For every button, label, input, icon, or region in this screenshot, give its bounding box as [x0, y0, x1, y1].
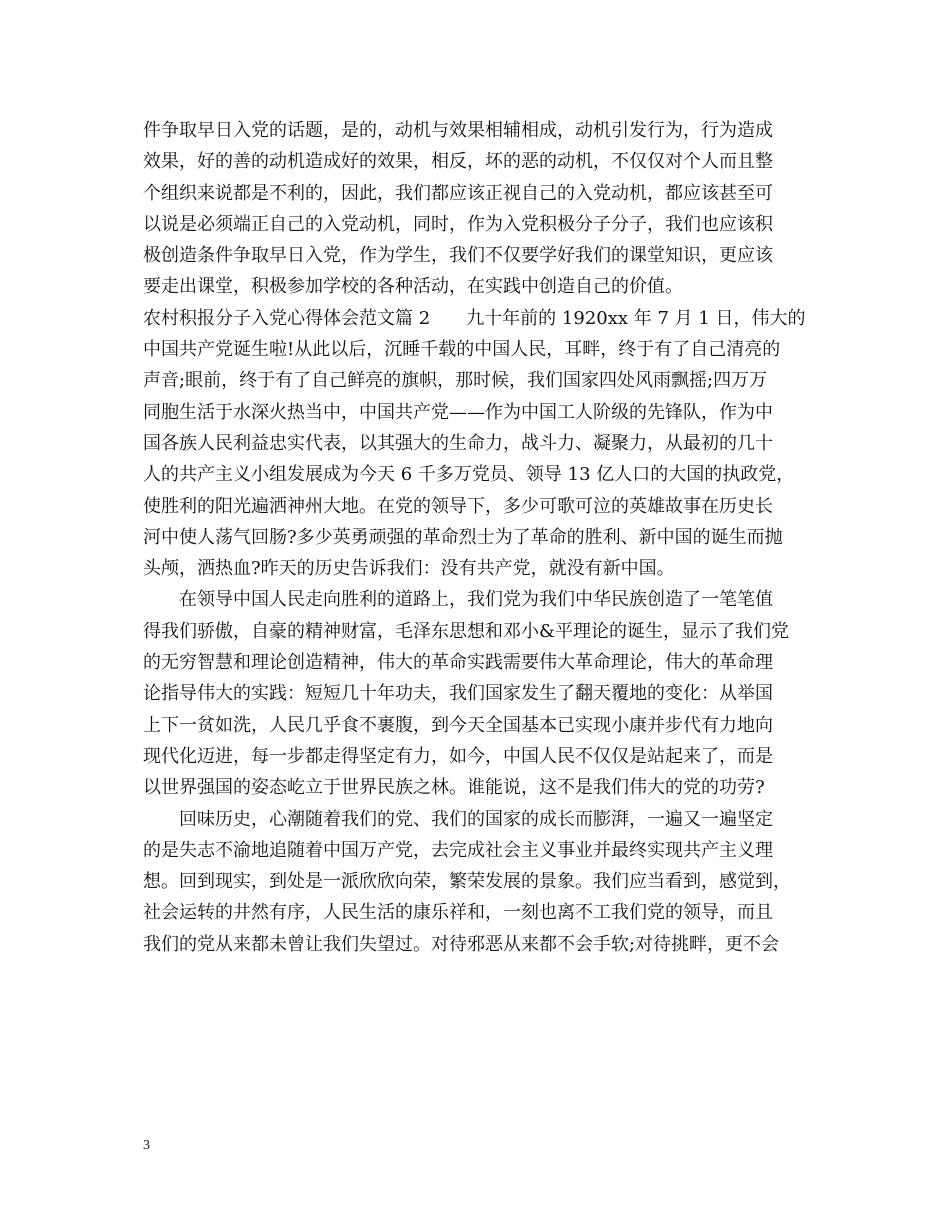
text-line: 以说是必须端正自己的入党动机，同时，作为入党积极分子分子，我们也应该积 — [143, 213, 773, 235]
heading-continuation: 九十年前的 1920xx 年 7 月 1 日，伟大的 — [466, 307, 806, 329]
text-line: 想。回到现实，到处是一派欣欣向荣，繁荣发展的景象。我们应当看到，感觉到， — [143, 871, 791, 893]
text-line: 人的共产主义小组发展成为今天 6 千多万党员、领导 13 亿人口的大国的执政党， — [143, 464, 795, 486]
text-line: 声音;眼前，终于有了自己鲜亮的旗帜，那时候，我们国家四处风雨飘摇;四万万 — [143, 370, 768, 392]
text-line: 极创造条件争取早日入党，作为学生，我们不仅要学好我们的课堂知识，更应该 — [143, 245, 773, 267]
section-heading-line — [143, 303, 813, 334]
text-line: 上下一贫如洗，人民几乎食不裹腹，到今天全国基本已实现小康并步代有力地向 — [143, 714, 773, 736]
text-line: 国各族人民利益忠实代表，以其强大的生命力，战斗力、凝聚力，从最初的几十 — [143, 432, 773, 454]
text-line: 同胞生活于水深火热当中，中国共产党——作为中国工人阶级的先锋队，作为中 — [143, 401, 773, 423]
text-line: 要走出课堂，积极参加学校的各种活动，在实践中创造自己的价值。 — [143, 276, 683, 298]
text-line: 得我们骄傲，自豪的精神财富，毛泽东思想和邓小&平理论的诞生，显示了我们党 — [143, 620, 790, 642]
page-number: 3 — [143, 1138, 150, 1153]
text-line: 以世界强国的姿态屹立于世界民族之林。谁能说，这不是我们伟大的党的功劳? — [143, 777, 765, 799]
text-line: 使胜利的阳光遍洒神州大地。在党的领导下，多少可歌可泣的英雄故事在历史长 — [143, 495, 773, 517]
text-line: 效果，好的善的动机造成好的效果，相反，坏的恶的动机，不仅仅对个人而且整 — [143, 151, 773, 173]
text-line: 的无穷智慧和理论创造精神，伟大的革命实践需要伟大革命理论，伟大的革命理 — [143, 652, 773, 674]
text-line: 河中使人荡气回肠?多少英勇顽强的革命烈士为了革命的胜利、新中国的诞生而抛 — [143, 526, 783, 548]
text-line: 论指导伟大的实践：短短几十年功夫，我们国家发生了翻天覆地的变化：从举国 — [143, 683, 773, 705]
text-line: 头颅，洒热血?昨天的历史告诉我们：没有共产党，就没有新中国。 — [143, 558, 675, 580]
text-line: 中国共产党诞生啦!从此以后，沉睡千载的中国人民，耳畔，终于有了自己清亮的 — [143, 339, 781, 361]
text-line: 件争取早日入党的话题，是的，动机与效果相辅相成，动机引发行为，行为造成 — [143, 120, 773, 141]
text-line: 我们的党从来都未曾让我们失望过。对待邪恶从来都不会手软;对待挑畔，更不会 — [143, 933, 780, 955]
text-line: 个组织来说都是不利的，因此，我们都应该正视自己的入党动机，都应该甚至可 — [143, 182, 773, 204]
text-line: 的是失志不渝地追随着中国万产党，去完成社会主义事业并最终实现共产主义理 — [143, 839, 773, 861]
text-line: 现代化迈进，每一步都走得坚定有力，如今，中国人民不仅仅是站起来了，而是 — [143, 745, 773, 767]
paragraph-first-line: 在领导中国人民走向胜利的道路上，我们党为我们中华民族创造了一笔笔值 — [179, 589, 773, 611]
section-heading: 农村积报分子入党心得体会范文篇 2 — [143, 307, 431, 329]
paragraph-first-line: 回味历史，心潮随着我们的党、我们的国家的成长而膨湃，一遍又一遍坚定 — [179, 808, 773, 830]
body-text — [143, 115, 813, 960]
text-line: 社会运转的井然有序，人民生活的康乐祥和，一刻也离不工我们党的领导，而且 — [143, 902, 773, 924]
